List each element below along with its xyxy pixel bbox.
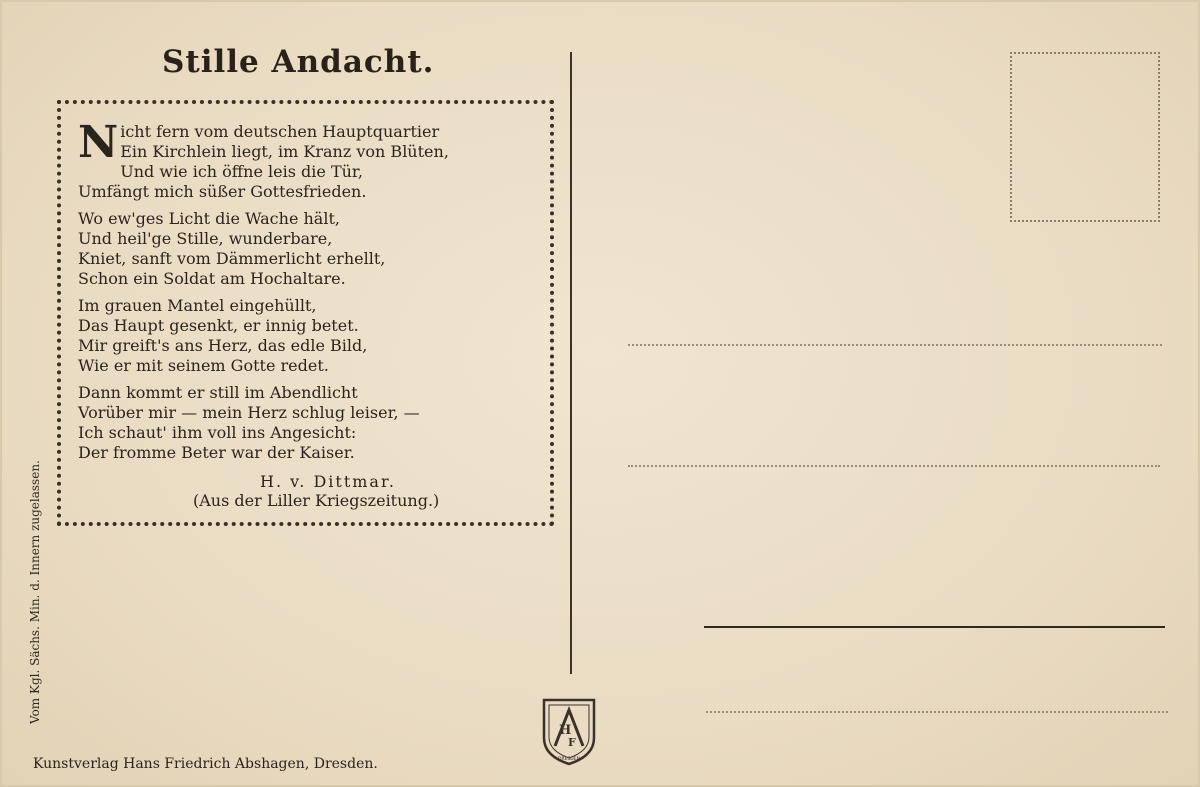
poem-line: Kniet, sanft vom Dämmerlicht erhellt, bbox=[78, 249, 386, 268]
poem-line: Und heil'ge Stille, wunderbare, bbox=[78, 229, 333, 248]
poem-line: Vorüber mir — mein Herz schlug leiser, — bbox=[78, 403, 420, 422]
poem-line: Der fromme Beter war der Kaiser. bbox=[78, 443, 355, 462]
poem-line: Mir greift's ans Herz, das edle Bild, bbox=[78, 336, 368, 355]
drop-cap: N bbox=[78, 117, 119, 168]
poem-line: Das Haupt gesenkt, er innig betet. bbox=[78, 316, 359, 335]
poem-line: Wie er mit seinem Gotte redet. bbox=[78, 356, 329, 375]
poem-line: Umfängt mich süßer Gottesfrieden. bbox=[78, 182, 367, 201]
stanza-3 bbox=[78, 296, 548, 376]
address-line-1 bbox=[628, 344, 1162, 346]
poem-line: Ein Kirchlein liegt, im Kranz von Blüten, bbox=[120, 142, 449, 161]
poem-line: Ich schaut' ihm voll ins Angesicht: bbox=[78, 423, 357, 442]
address-line-4 bbox=[706, 711, 1168, 713]
logo-letter-f: F bbox=[568, 736, 576, 749]
poem-line: icht fern vom deutschen Hauptquartier bbox=[120, 122, 440, 141]
address-line-2 bbox=[628, 465, 1160, 467]
stanza-1 bbox=[78, 117, 548, 202]
poem-line: Und wie ich öffne leis die Tür, bbox=[120, 162, 363, 181]
center-divider bbox=[570, 52, 572, 674]
approval-note: Vom Kgl. Sächs. Min. d. Innern zugelassen. bbox=[28, 460, 42, 724]
publisher-imprint: Kunstverlag Hans Friedrich Abshagen, Dresden. bbox=[33, 756, 378, 772]
logo-letter-h: H bbox=[559, 723, 572, 738]
publisher-logo bbox=[540, 694, 598, 766]
poem-line: Im grauen Mantel eingehüllt, bbox=[78, 296, 317, 315]
poem-line: Schon ein Soldat am Hochaltare. bbox=[78, 269, 346, 288]
address-line-3 bbox=[704, 626, 1165, 628]
stanza-2 bbox=[78, 209, 548, 289]
poem-title: Stille Andacht. bbox=[162, 44, 435, 80]
poem-source: (Aus der Liller Kriegszeitung.) bbox=[193, 491, 440, 510]
poem-author: H. v. Dittmar. bbox=[260, 472, 396, 491]
stamp-box bbox=[1010, 52, 1160, 222]
poem-body bbox=[78, 117, 548, 470]
stanza-4 bbox=[78, 383, 548, 463]
poem-line: Wo ew'ges Licht die Wache hält, bbox=[78, 209, 340, 228]
logo-caption: DRESDEN bbox=[558, 757, 580, 762]
poem-line: Dann kommt er still im Abendlicht bbox=[78, 383, 358, 402]
